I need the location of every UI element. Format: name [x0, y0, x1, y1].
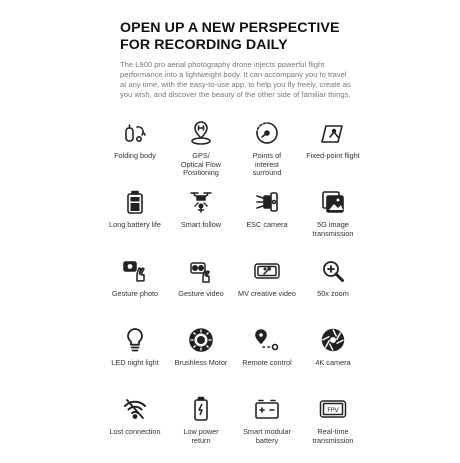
feature-label: Gesture video [178, 289, 224, 298]
gesture-photo-icon [120, 256, 150, 286]
feature-label: Smart modular battery [243, 427, 291, 445]
gps-pin-icon [186, 118, 216, 148]
feature-item [234, 118, 300, 187]
fixed-point-flight-icon [318, 118, 348, 148]
page-description: The L900 pro aerial photography drone injects powerful flight performance into a lightweight body. It can accompany you to travel at any time, with the easy-to-use app, to help you fly freely, create as you wish, and discover the beauty of the other side of familiar things. [120, 60, 351, 99]
feature-label: MV creative video [238, 289, 296, 298]
feature-label: GPS/ Optical Flow Positioning [180, 151, 222, 178]
smart-follow-icon [186, 187, 216, 217]
feature-item [102, 256, 168, 325]
feature-label: Low power return [183, 427, 219, 445]
feature-item [234, 256, 300, 325]
battery-icon [120, 187, 150, 217]
feature-item [300, 394, 366, 463]
feature-item [168, 118, 234, 187]
page-title-line-2: FOR RECORDING DAILY [120, 37, 288, 53]
low-battery-icon [186, 394, 216, 424]
feature-item [234, 394, 300, 463]
feature-item [300, 118, 366, 187]
modular-battery-icon [252, 394, 282, 424]
feature-grid [102, 118, 366, 463]
lost-connection-wifi-icon [120, 394, 150, 424]
feature-label: Smart follow [180, 220, 222, 229]
feature-item [168, 394, 234, 463]
feature-label: Points of interest surround [252, 151, 282, 178]
feature-item [102, 118, 168, 187]
feature-item [102, 187, 168, 256]
feature-label: Real-time transmission [312, 427, 354, 445]
feature-label: ESC camera [246, 220, 288, 229]
feature-item [300, 325, 366, 394]
feature-item [234, 187, 300, 256]
feature-item [168, 325, 234, 394]
feature-label: 4K camera [315, 358, 351, 367]
zoom-icon [318, 256, 348, 286]
feature-label: Long battery life [109, 220, 161, 229]
feature-label: 5G image transmission [312, 220, 354, 238]
image-transmission-icon [318, 187, 348, 217]
header [120, 20, 360, 100]
feature-item [102, 325, 168, 394]
gesture-video-icon [186, 256, 216, 286]
feature-item [168, 187, 234, 256]
feature-label: 50x zoom [317, 289, 349, 298]
feature-label: LED night light [111, 358, 159, 367]
feature-item [300, 187, 366, 256]
remote-control-icon [252, 325, 282, 355]
svg-text:FPV: FPV [327, 407, 339, 414]
feature-label: Lost connection [109, 427, 161, 436]
poi-surround-icon [252, 118, 282, 148]
light-bulb-icon [120, 325, 150, 355]
feature-item [300, 256, 366, 325]
mv-video-icon [252, 256, 282, 286]
feature-item [102, 394, 168, 463]
fpv-phone-icon [318, 394, 348, 424]
feature-label: Folding body [114, 151, 156, 160]
feature-label: Remote control [242, 358, 292, 367]
feature-item [234, 325, 300, 394]
brushless-motor-icon [186, 325, 216, 355]
camera-aperture-icon [318, 325, 348, 355]
feature-item [168, 256, 234, 325]
page-title-line-1: OPEN UP A NEW PERSPECTIVE [120, 20, 340, 36]
feature-label: Brushless Motor [174, 358, 228, 367]
feature-label: Fixed-point flight [306, 151, 360, 160]
folding-body-icon [120, 118, 150, 148]
feature-label: Gesture photo [111, 289, 159, 298]
esc-camera-icon [252, 187, 282, 217]
